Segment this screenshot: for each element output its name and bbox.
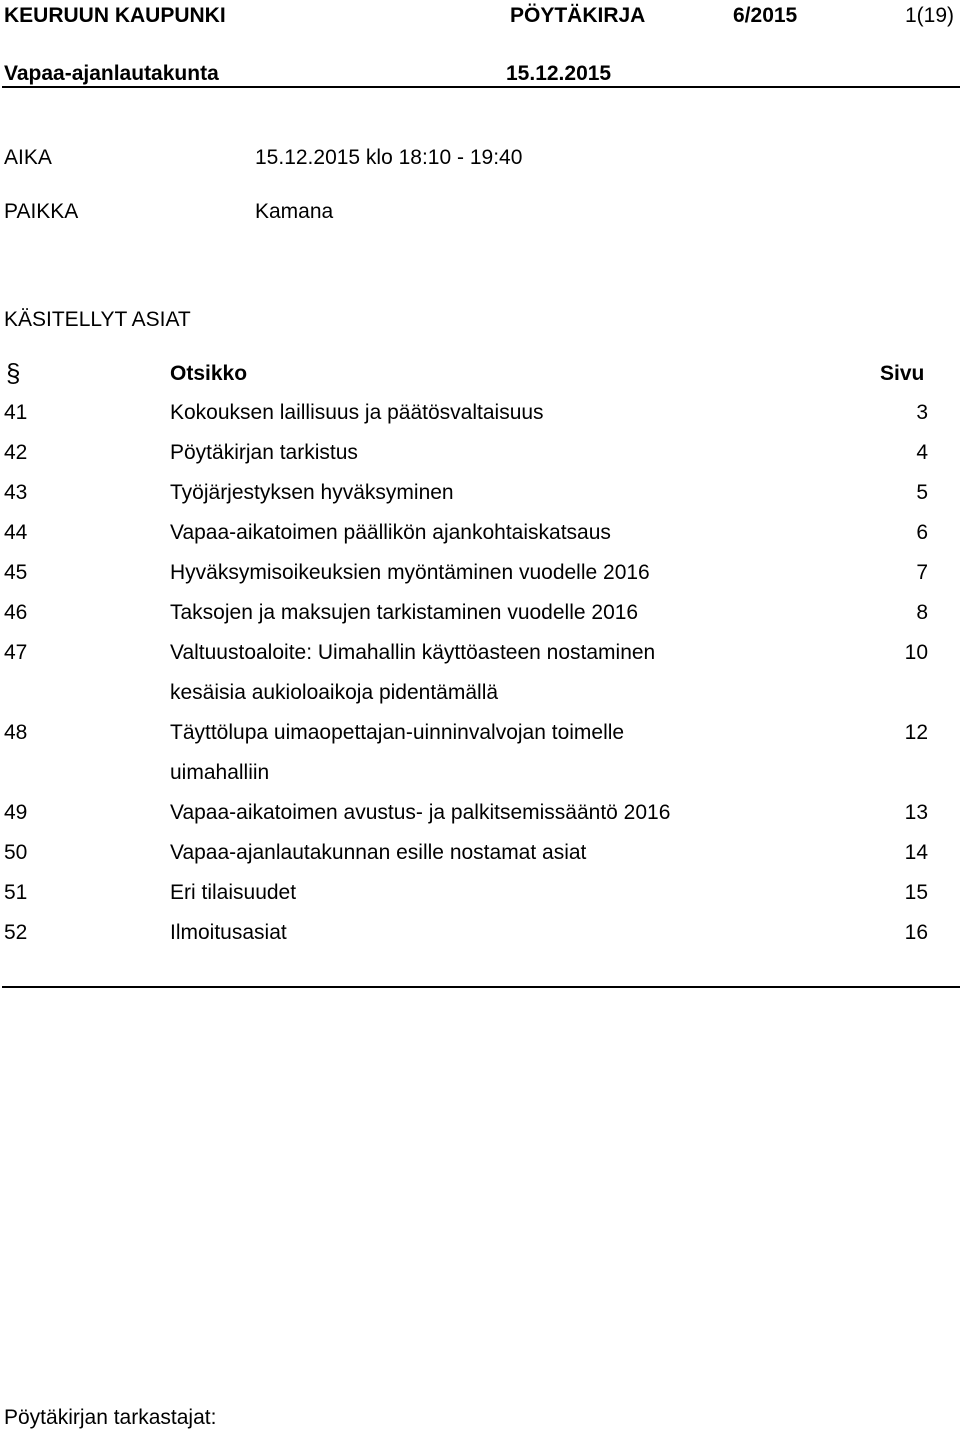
meeting-date: 15.12.2015	[506, 62, 612, 85]
item-page: 3	[916, 401, 928, 424]
item-number: 47	[4, 641, 28, 664]
list-item	[0, 881, 960, 921]
item-title: Vapaa-aikatoimen päällikön ajankohtaiskatsaus	[170, 521, 611, 544]
item-title: Eri tilaisuudet	[170, 881, 297, 904]
item-page: 14	[904, 841, 928, 864]
item-page: 8	[916, 601, 928, 624]
item-title-continued: kesäisia aukioloaikoja pidentämällä	[170, 681, 499, 704]
item-page: 15	[904, 881, 928, 904]
list-item	[0, 721, 960, 784]
item-title: Työjärjestyksen hyväksyminen	[170, 481, 454, 504]
item-title: Kokouksen laillisuus ja päätösvaltaisuus	[170, 401, 544, 424]
section-symbol-icon: §	[6, 358, 21, 388]
item-number: 44	[4, 521, 28, 544]
item-number: 46	[4, 601, 28, 624]
page-indicator: 1(19)	[905, 4, 955, 27]
list-item	[0, 641, 960, 704]
item-page: 16	[904, 921, 928, 944]
item-title: Täyttölupa uimaopettajan-uinninvalvojan toimelle	[170, 721, 625, 744]
item-number: 51	[4, 881, 28, 904]
item-title: Hyväksymisoikeuksien myöntäminen vuodelle 2016	[170, 561, 650, 584]
item-title: Vapaa-ajanlautakunnan esille nostamat asiat	[170, 841, 587, 864]
list-item	[0, 601, 960, 641]
item-number: 43	[4, 481, 28, 504]
section-title: KÄSITELLYT ASIAT	[4, 308, 191, 331]
list-item	[0, 561, 960, 601]
item-page: 12	[904, 721, 928, 744]
column-header-page: Sivu	[880, 362, 925, 385]
document-type: PÖYTÄKIRJA	[510, 4, 646, 27]
item-page: 5	[916, 481, 928, 504]
agenda-end-divider	[2, 986, 960, 988]
list-item	[0, 401, 960, 441]
item-page: 10	[904, 641, 928, 664]
time-value: 15.12.2015 klo 18:10 - 19:40	[255, 146, 523, 169]
item-title: Valtuustoaloite: Uimahallin käyttöasteen nostaminen	[170, 641, 656, 664]
municipality-name: KEURUUN KAUPUNKI	[4, 4, 226, 27]
item-number: 45	[4, 561, 28, 584]
column-header-title: Otsikko	[170, 362, 248, 385]
item-number: 41	[4, 401, 28, 424]
list-item	[0, 801, 960, 841]
header-divider	[2, 86, 960, 88]
list-item	[0, 441, 960, 481]
time-label: AIKA	[4, 146, 52, 169]
list-item	[0, 521, 960, 561]
reviewers-label: Pöytäkirjan tarkastajat:	[4, 1406, 217, 1429]
list-item	[0, 921, 960, 961]
place-label: PAIKKA	[4, 200, 79, 223]
place-value: Kamana	[255, 200, 334, 223]
item-page: 6	[916, 521, 928, 544]
item-title: Ilmoitusasiat	[170, 921, 287, 944]
list-item	[0, 481, 960, 521]
item-title: Vapaa-aikatoimen avustus- ja palkitsemissääntö 2016	[170, 801, 671, 824]
item-page: 4	[916, 441, 928, 464]
item-title-continued: uimahalliin	[170, 761, 270, 784]
item-number: 49	[4, 801, 28, 824]
item-title: Taksojen ja maksujen tarkistaminen vuodelle 2016	[170, 601, 639, 624]
item-number: 52	[4, 921, 28, 944]
item-page: 13	[904, 801, 928, 824]
item-number: 42	[4, 441, 28, 464]
item-number: 50	[4, 841, 28, 864]
item-number: 48	[4, 721, 28, 744]
document-number: 6/2015	[733, 4, 798, 27]
list-item	[0, 841, 960, 881]
item-page: 7	[916, 561, 928, 584]
board-name: Vapaa-ajanlautakunta	[4, 62, 219, 85]
item-title: Pöytäkirjan tarkistus	[170, 441, 358, 464]
